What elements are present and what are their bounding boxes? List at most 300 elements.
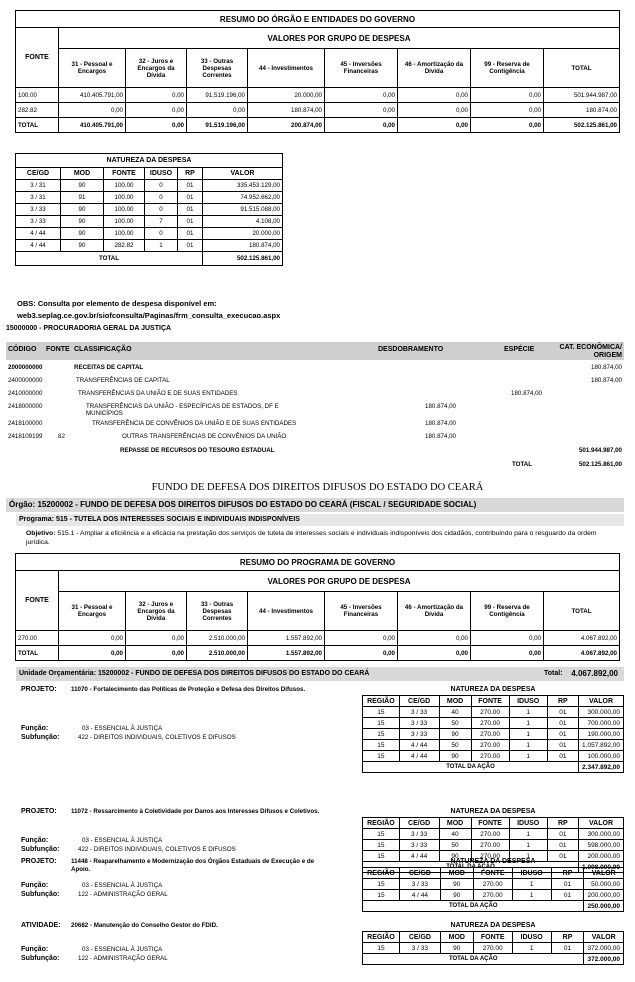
value-cell: 501.944.987,00: [544, 88, 620, 103]
col-header: 99 - Reserva de Contigência: [471, 49, 544, 88]
total-cell: 0,00: [471, 118, 544, 133]
natureza-cell: 4 / 44: [399, 740, 439, 751]
natureza-cell: 1: [509, 740, 547, 751]
total-cell: 502.125.861,00: [544, 118, 620, 133]
natureza-cell: 15: [363, 751, 400, 762]
natureza-cell: 01: [547, 729, 578, 740]
value-cell: 410.405.791,00: [59, 88, 126, 103]
table-row: [16, 192, 283, 204]
fundo-title: FUNDO DE DEFESA DOS DIREITOS DIFUSOS DO ESTADO DO CEARÁ: [151, 482, 484, 493]
natureza-cell: 01: [547, 707, 578, 718]
col-header: 31 - Pessoal e Encargos: [59, 49, 126, 88]
codigo-cell: 2418109199: [8, 433, 43, 440]
col-header: FONTE: [471, 818, 509, 829]
acao-total-value: 2.347.892,00: [579, 762, 624, 773]
natureza-title: NATUREZA DA DESPESA: [450, 858, 536, 865]
total-cell: 0,00: [398, 646, 471, 661]
resumo-programa-title: RESUMO DO PROGRAMA DE GOVERNO: [16, 554, 620, 571]
objetivo-label: Objetivo:: [26, 530, 56, 537]
project-natureza-table: [362, 920, 624, 965]
repasse-row: [6, 445, 624, 458]
total-cell: 0,00: [325, 646, 398, 661]
col-header: 44 - Investimentos: [248, 592, 325, 631]
natureza-cell: 180.874,00: [203, 240, 283, 252]
table-row: [16, 180, 283, 192]
orgao-line: 15000000 - PROCURADORIA GERAL DA JUSTIÇA: [6, 325, 172, 332]
natureza-cell: 50.000,00: [584, 879, 624, 890]
col-header: 46 - Amortização da Dívida: [398, 49, 471, 88]
value-cell: 0,00: [325, 631, 398, 646]
classificacao-row: [6, 362, 624, 375]
classificacao-header-bar: [6, 342, 624, 360]
col-header: IDUSO: [512, 868, 551, 879]
fonte-cell: 100.00: [16, 88, 59, 103]
natureza-cell: 01: [551, 890, 584, 901]
col-header: CE/GD: [399, 696, 439, 707]
acao-total-value: 250.000,00: [584, 901, 624, 912]
col-header: TOTAL: [544, 49, 620, 88]
natureza-cell: 50: [439, 718, 471, 729]
col-header: CE/GD: [399, 932, 440, 943]
natureza-cell: 282.82: [104, 240, 145, 252]
col-header: MOD: [61, 168, 104, 180]
total-label: TOTAL: [512, 461, 533, 468]
col-header: 33 - Outras Despesas Correntes: [187, 592, 248, 631]
funcao-label: Função:: [21, 882, 49, 889]
col-header: MOD: [440, 932, 473, 943]
col-header: IDUSO: [512, 932, 551, 943]
subfuncao-label: Subfunção:: [21, 891, 60, 898]
funcao-value: 03 - ESSENCIAL À JUSTIÇA: [82, 946, 163, 953]
funcao-value: 03 - ESSENCIAL À JUSTIÇA: [82, 837, 163, 844]
natureza-cell: 15: [363, 718, 400, 729]
natureza-cell: 270.00: [471, 729, 509, 740]
value-cell: 0,00: [126, 103, 187, 118]
col-header: MOD: [440, 868, 473, 879]
total-cell: 0,00: [398, 118, 471, 133]
natureza-cell: 100.000,00: [579, 751, 624, 762]
desdobramento-cell: 180.874,00: [425, 433, 456, 440]
value-cell: 0,00: [126, 631, 187, 646]
col-header: IDUSO: [145, 168, 178, 180]
classificacao-header: CLASSIFICAÇÃO: [74, 346, 132, 353]
total-cell: 0,00: [126, 118, 187, 133]
table-row: [16, 88, 620, 103]
natureza-cell: 01: [178, 216, 203, 228]
fonte-header: FONTE: [46, 346, 70, 353]
subfuncao-value: 422 - DIREITOS INDIVIDUAIS, COLETIVOS E DIFUSOS: [78, 846, 236, 853]
natureza-cell: 01: [547, 751, 578, 762]
natureza-cell: 90: [440, 943, 473, 954]
project-kind: PROJETO:: [21, 808, 57, 815]
natureza-cell: 3 / 31: [16, 180, 61, 192]
especie-cell: 180.874,00: [511, 390, 542, 397]
natureza-cell: 4.108,00: [203, 216, 283, 228]
natureza-cell: 01: [547, 740, 578, 751]
funcao-label: Função:: [21, 946, 49, 953]
natureza-cell: 90: [61, 240, 104, 252]
classificacao-row: [6, 418, 624, 431]
table-row: [363, 840, 624, 851]
unidade-total-label: Total:: [544, 670, 563, 677]
resumo-orgao-title: RESUMO DO ÓRGÃO E ENTIDADES DO GOVERNO: [16, 11, 620, 28]
natureza-title: NATUREZA DA DESPESA: [450, 808, 536, 815]
orgao-bar: Órgão: 15200002 - FUNDO DE DEFESA DOS DIREITOS DIFUSOS DO ESTADO DO CEARÁ (FISCAL / SEGURIDADE SOCIAL): [6, 498, 624, 512]
col-header: IDUSO: [509, 696, 547, 707]
natureza-cell: 91: [61, 192, 104, 204]
table-row: [363, 718, 624, 729]
value-cell: 0,00: [471, 103, 544, 118]
natureza-cell: 0: [145, 228, 178, 240]
natureza-title: NATUREZA DA DESPESA: [450, 922, 536, 929]
project-kind: ATIVIDADE:: [21, 922, 61, 929]
natureza-cell: 200.000,00: [579, 851, 624, 862]
natureza-cell: 0: [145, 192, 178, 204]
natureza-cell: 4 / 44: [399, 851, 439, 862]
resumo-programa-table: [15, 553, 620, 661]
natureza-cell: 1: [509, 851, 547, 862]
natureza-cell: 01: [547, 851, 578, 862]
total-cell: 0,00: [325, 118, 398, 133]
value-cell: 91.519.196,00: [187, 88, 248, 103]
natureza-cell: 90: [61, 216, 104, 228]
total-value: 502.125.861,00: [203, 252, 283, 266]
natureza-cell: 270.00: [471, 840, 509, 851]
fonte-header: FONTE: [16, 571, 59, 631]
acao-total-label: TOTAL DA AÇÃO: [363, 862, 579, 873]
natureza-cell: 300.000,00: [579, 707, 624, 718]
fonte-cell: 270.00: [16, 631, 59, 646]
natureza-cell: 270.00: [471, 740, 509, 751]
natureza-cell: 91.515.088,00: [203, 204, 283, 216]
total-cell: 0,00: [59, 646, 126, 661]
table-row: [363, 740, 624, 751]
total-cell: 4.067.892,00: [544, 646, 620, 661]
natureza-cell: 3 / 33: [399, 943, 440, 954]
project-name: 11072 - Ressarcimento à Coletividade por Danos aos Interesses Difusos e Coletivos.: [71, 808, 320, 815]
total-cell: 91.519.196,00: [187, 118, 248, 133]
natureza-cell: 90: [440, 890, 473, 901]
value-cell: 0,00: [187, 103, 248, 118]
codigo-cell: 2000000000: [8, 364, 43, 371]
classificacao-row: [6, 431, 624, 444]
natureza-cell: 4 / 44: [399, 751, 439, 762]
natureza-cell: 01: [178, 180, 203, 192]
natureza-cell: 15: [363, 707, 400, 718]
fonte-header: FONTE: [16, 28, 59, 88]
natureza-cell: 3 / 31: [16, 192, 61, 204]
col-header: VALOR: [579, 696, 624, 707]
natureza-cell: 1: [509, 840, 547, 851]
natureza-cell: 15: [363, 740, 400, 751]
natureza-cell: 335.453.129,00: [203, 180, 283, 192]
value-cell: 0,00: [59, 631, 126, 646]
total-cell: 0,00: [471, 646, 544, 661]
especie-header: ESPÉCIE: [504, 346, 535, 353]
project-name: 20682 - Manutenção do Conselho Gestor do FDID.: [71, 922, 218, 929]
col-header: 31 - Pessoal e Encargos: [59, 592, 126, 631]
natureza-cell: 50: [439, 740, 471, 751]
col-header: VALOR: [579, 818, 624, 829]
natureza-cell: 01: [178, 192, 203, 204]
classificacao-desc: OUTRAS TRANSFERÊNCIAS DE CONVÊNIOS DA UNIÃO: [122, 433, 287, 440]
natureza-cell: 1: [512, 890, 551, 901]
subfuncao-value: 122 - ADMINISTRAÇÃO GERAL: [78, 891, 168, 898]
natureza-cell: 100.00: [104, 180, 145, 192]
col-header: CE/GD: [16, 168, 61, 180]
codigo-header: CÓDIGO: [8, 346, 37, 353]
natureza-cell: 15: [363, 890, 400, 901]
col-header: FONTE: [473, 868, 512, 879]
natureza-cell: 15: [363, 729, 400, 740]
resumo-orgao-table: [15, 10, 620, 133]
classificacao-row: [6, 401, 624, 419]
col-header: RP: [178, 168, 203, 180]
natureza-cell: 270.00: [473, 890, 512, 901]
natureza-cell: 4 / 44: [16, 240, 61, 252]
col-header: CE/GD: [399, 868, 440, 879]
col-header: REGIÃO: [363, 932, 400, 943]
classificacao-row: [6, 375, 624, 388]
value-cell: 0,00: [325, 88, 398, 103]
natureza-cell: 3 / 33: [16, 216, 61, 228]
table-row: [363, 829, 624, 840]
natureza-cell: 3 / 33: [399, 840, 439, 851]
natureza-cell: 15: [363, 851, 400, 862]
table-row: [16, 240, 283, 252]
fonte-cell: 282.82: [16, 103, 59, 118]
value-cell: 0,00: [471, 88, 544, 103]
col-header: CE/GD: [399, 818, 439, 829]
col-header: MOD: [439, 818, 471, 829]
col-header: 45 - Inversões Financeiras: [325, 592, 398, 631]
value-cell: 20.000,00: [248, 88, 325, 103]
col-header: 32 - Juros e Encargos da Dívida: [126, 592, 187, 631]
natureza-cell: 01: [547, 829, 578, 840]
objetivo-text: 515.1 - Ampliar a eficiência e a eficácia na prestação dos serviços de tutela de interesses sociais e individuais indisponíveis dos cidadãos, contribuindo para o resguardo da ordem jurídica.: [26, 530, 597, 546]
natureza-cell: 1.057.892,00: [579, 740, 624, 751]
natureza-cell: 90: [61, 204, 104, 216]
natureza-cell: 01: [178, 240, 203, 252]
value-cell: 0,00: [398, 103, 471, 118]
natureza-cell: 1: [512, 943, 551, 954]
natureza-cell: 15: [363, 879, 400, 890]
total-label: TOTAL: [16, 646, 59, 661]
project-kind: PROJETO:: [21, 858, 57, 865]
value-cell: 0,00: [325, 103, 398, 118]
natureza-cell: 74.952.662,00: [203, 192, 283, 204]
natureza-cell: 100.00: [104, 204, 145, 216]
codigo-cell: 2418100000: [8, 420, 43, 427]
cat-cell: 180.874,00: [591, 377, 622, 384]
col-header: MOD: [439, 696, 471, 707]
natureza-cell: 90: [439, 851, 471, 862]
natureza-cell: 3 / 33: [399, 879, 440, 890]
total-cell: 410.405.791,00: [59, 118, 126, 133]
cat-cell: 180.874,00: [591, 364, 622, 371]
codigo-cell: 2400000000: [8, 377, 43, 384]
total-cell: 2.510.000,00: [187, 646, 248, 661]
value-cell: 0,00: [398, 88, 471, 103]
funcao-value: 03 - ESSENCIAL À JUSTIÇA: [82, 725, 163, 732]
col-header: TOTAL: [544, 592, 620, 631]
natureza-cell: 3 / 33: [16, 204, 61, 216]
classificacao-desc: RECEITAS DE CAPITAL: [74, 364, 144, 371]
col-header: 46 - Amortização da Dívida: [398, 592, 471, 631]
natureza-cell: 190.000,00: [579, 729, 624, 740]
total-row: [16, 646, 620, 661]
subfuncao-value: 422 - DIREITOS INDIVIDUAIS, COLETIVOS E DIFUSOS: [78, 734, 236, 741]
group-title: VALORES POR GRUPO DE DESPESA: [59, 571, 620, 592]
table-row: [16, 216, 283, 228]
natureza-cell: 270.00: [471, 751, 509, 762]
natureza-cell: 3 / 33: [399, 718, 439, 729]
acao-total-value: 1.098.000,00: [579, 862, 624, 873]
table-row: [16, 103, 620, 118]
acao-total-label: TOTAL DA AÇÃO: [363, 954, 584, 965]
col-header: VALOR: [584, 868, 624, 879]
col-header: RP: [547, 818, 578, 829]
col-header: IDUSO: [509, 818, 547, 829]
natureza-cell: 40: [439, 707, 471, 718]
natureza-cell: 100.00: [104, 192, 145, 204]
project-natureza-table: [362, 684, 624, 773]
group-title: VALORES POR GRUPO DE DESPESA: [59, 28, 620, 49]
subfuncao-label: Subfunção:: [21, 734, 60, 741]
natureza-cell: 1: [145, 240, 178, 252]
classificacao-desc: TRANSFERÊNCIAS DA UNIÃO E DE SUAS ENTIDADES: [78, 390, 238, 397]
funcao-label: Função:: [21, 837, 49, 844]
natureza-cell: 4 / 44: [16, 228, 61, 240]
value-cell: 4.067.892,00: [544, 631, 620, 646]
acao-total-label: TOTAL DA AÇÃO: [363, 762, 579, 773]
col-header: FONTE: [471, 696, 509, 707]
natureza-cell: 1: [509, 829, 547, 840]
col-header: FONTE: [473, 932, 512, 943]
table-row: [363, 751, 624, 762]
objetivo: [26, 529, 618, 547]
natureza-cell: 270.00: [471, 718, 509, 729]
value-cell: 0,00: [126, 88, 187, 103]
value-cell: 1.557.892,00: [248, 631, 325, 646]
value-cell: 180.874,00: [248, 103, 325, 118]
fonte-cell: 82: [58, 433, 65, 440]
natureza-cell: 3 / 33: [399, 707, 439, 718]
natureza-cell: 1: [509, 718, 547, 729]
repasse-value: 501.944.987,00: [578, 447, 622, 454]
col-header: REGIÃO: [363, 696, 400, 707]
natureza-cell: 01: [547, 840, 578, 851]
col-header: 33 - Outras Despesas Correntes: [187, 49, 248, 88]
natureza-cell: 270.00: [471, 829, 509, 840]
natureza-cell: 300.000,00: [579, 829, 624, 840]
natureza-cell: 0: [145, 180, 178, 192]
subfuncao-value: 122 - ADMINISTRAÇÃO GERAL: [78, 955, 168, 962]
table-row: [16, 631, 620, 646]
value-cell: 0,00: [59, 103, 126, 118]
natureza-cell: 01: [551, 943, 584, 954]
value-cell: 180.874,00: [544, 103, 620, 118]
table-row: [363, 890, 624, 901]
natureza-cell: 1: [509, 751, 547, 762]
subfuncao-label: Subfunção:: [21, 846, 60, 853]
desdobramento-header: DESDOBRAMENTO: [378, 346, 444, 353]
total-cell: 0,00: [126, 646, 187, 661]
natureza-cell: 50: [439, 840, 471, 851]
natureza-cell: 1: [509, 707, 547, 718]
col-header: RP: [551, 868, 584, 879]
project-name: 11448 - Reaparelhamento e Modernização dos Órgãos Estaduais de Execução e de Apoio.: [71, 858, 315, 873]
natureza-orgao-table: [15, 153, 283, 266]
obs-note: [17, 298, 280, 322]
col-header: RP: [547, 696, 578, 707]
acao-total-label: TOTAL DA AÇÃO: [363, 901, 584, 912]
unidade-bar: [16, 667, 624, 681]
natureza-cell: 3 / 33: [399, 829, 439, 840]
col-header: REGIÃO: [363, 818, 400, 829]
natureza-cell: 01: [547, 718, 578, 729]
total-cell: 200.874,00: [248, 118, 325, 133]
desdobramento-cell: 180.874,00: [425, 403, 456, 410]
col-header: 44 - Investimentos: [248, 49, 325, 88]
project-name: 11070 - Fortalecimento das Políticas de Proteção e Defesa dos Direitos Difusos.: [71, 686, 306, 693]
obs-link: web3.seplag.ce.gov.br/siofconsulta/Paginas/frm_consulta_execucao.aspx: [17, 311, 281, 320]
col-header: FONTE: [104, 168, 145, 180]
natureza-cell: 270.00: [471, 707, 509, 718]
classificacao-desc: TRANSFERÊNCIAS DA UNIÃO - ESPECÍFICAS DE ESTADOS, DF E MUNICÍPIOS: [86, 403, 279, 417]
table-row: [16, 228, 283, 240]
natureza-cell: 7: [145, 216, 178, 228]
project-natureza-table: [362, 856, 624, 912]
table-row: [16, 204, 283, 216]
natureza-cell: 90: [440, 879, 473, 890]
natureza-cell: 0: [145, 204, 178, 216]
col-header: VALOR: [584, 932, 624, 943]
col-header: 45 - Inversões Financeiras: [325, 49, 398, 88]
natureza-cell: 15: [363, 943, 400, 954]
col-header: RP: [551, 932, 584, 943]
project-kind: PROJETO:: [21, 686, 57, 693]
table-row: [363, 879, 624, 890]
table-row: [363, 707, 624, 718]
natureza-cell: 1: [512, 879, 551, 890]
natureza-cell: 1: [509, 729, 547, 740]
natureza-cell: 01: [178, 228, 203, 240]
unidade-total-value: 4.067.892,00: [571, 669, 618, 678]
natureza-cell: 90: [439, 751, 471, 762]
natureza-cell: 15: [363, 840, 400, 851]
natureza-cell: 200.000,00: [584, 890, 624, 901]
value-cell: 0,00: [471, 631, 544, 646]
total-row: [16, 118, 620, 133]
total-value: 502.125.861,00: [578, 461, 622, 468]
obs-line: OBS: Consulta por elemento de despesa disponível em:: [17, 299, 217, 308]
funcao-value: 03 - ESSENCIAL À JUSTIÇA: [82, 882, 163, 889]
classificacao-total-row: [6, 459, 624, 472]
natureza-cell: 700.000,00: [579, 718, 624, 729]
classificacao-desc: TRANSFERÊNCIAS DE CAPITAL: [76, 377, 170, 384]
natureza-cell: 270.00: [473, 879, 512, 890]
value-cell: 2.510.000,00: [187, 631, 248, 646]
acao-total-value: 372.000,00: [584, 954, 624, 965]
table-row: [363, 729, 624, 740]
col-header: 32 - Juros e Encargos da Dívida: [126, 49, 187, 88]
unidade-text: Unidade Orçamentária: 15200002 - FUNDO DE DEFESA DOS DIREITOS DIFUSOS DO ESTADO DO CEARÁ: [19, 670, 370, 677]
natureza-cell: 90: [61, 228, 104, 240]
col-header: 99 - Reserva de Contigência: [471, 592, 544, 631]
natureza-cell: 20.000,00: [203, 228, 283, 240]
natureza-cell: 01: [551, 879, 584, 890]
